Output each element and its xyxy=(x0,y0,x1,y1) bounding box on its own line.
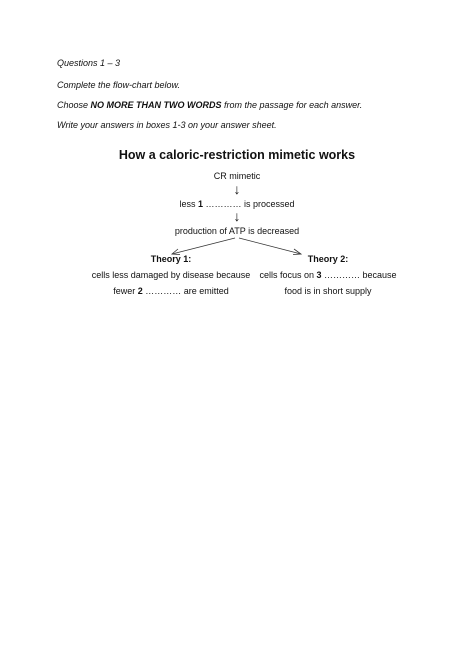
theory1-post: ………… are emitted xyxy=(142,286,229,296)
left-branch-line xyxy=(172,238,235,254)
step2-pre: less xyxy=(179,199,198,209)
down-arrow-icon: ↓ xyxy=(233,181,241,197)
gap-number-3: 3 xyxy=(316,270,322,280)
theory-2-line-2: food is in short supply xyxy=(284,286,372,296)
questions-heading: Questions 1 – 3 xyxy=(57,58,121,68)
gap-number-1: 1 xyxy=(197,199,203,209)
theory-1-title: Theory 1: xyxy=(150,254,192,264)
flow-step-atp: production of ATP is decreased xyxy=(174,226,300,236)
right-branch-line xyxy=(239,238,301,254)
instruction-write: Write your answers in boxes 1-3 on your answer sheet. xyxy=(57,120,277,130)
theory-2-block xyxy=(214,254,442,296)
flowchart-title: How a caloric-restriction mimetic works xyxy=(118,148,356,162)
theory1-pre: fewer xyxy=(113,286,138,296)
theory2-pre: cells focus on xyxy=(259,270,317,280)
gap-number-2: 2 xyxy=(137,286,143,296)
flow-step-cr-mimetic: CR mimetic xyxy=(213,171,261,181)
down-arrow-icon: ↓ xyxy=(233,208,241,224)
word-limit: NO MORE THAN TWO WORDS xyxy=(90,100,222,110)
theory-2-line-1 xyxy=(214,270,442,280)
step2-post: ………… is processed xyxy=(203,199,295,209)
choose-post: from the passage for each answer. xyxy=(221,100,363,110)
theory-1-line-1: cells less damaged by disease because xyxy=(91,270,251,280)
theory2-post: ………… because xyxy=(321,270,397,280)
theory-2-title: Theory 2: xyxy=(307,254,349,264)
instruction-complete: Complete the flow-chart below. xyxy=(57,80,181,90)
choose-pre: Choose xyxy=(57,100,91,110)
